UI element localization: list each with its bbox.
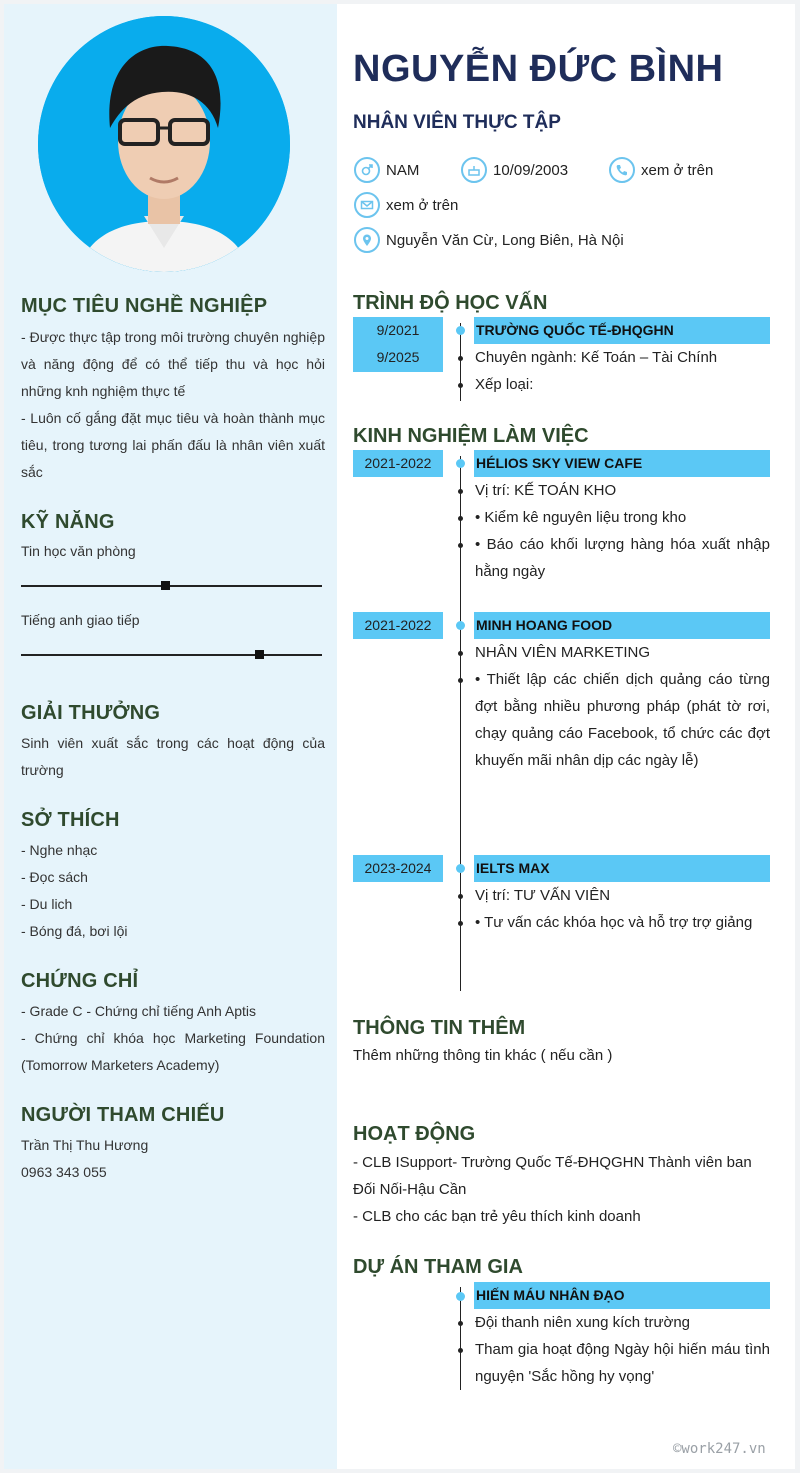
email-value: xem ở trên xyxy=(386,196,459,214)
hobby-item: - Du lich xyxy=(21,896,73,912)
job-period: 2021-2022 xyxy=(353,612,443,639)
job-company: HÉLIOS SKY VIEW CAFE xyxy=(474,450,770,477)
map-pin-icon xyxy=(354,227,380,253)
skill-name: Tiếng anh giao tiếp xyxy=(21,612,140,628)
contact-address xyxy=(354,227,624,253)
contact-phone xyxy=(609,157,713,183)
contact-birthday xyxy=(461,157,568,183)
job-period: 2021-2022 xyxy=(353,450,443,477)
more-info-title: THÔNG TIN THÊM xyxy=(353,1017,526,1039)
candidate-name: NGUYỄN ĐỨC BÌNH xyxy=(353,48,724,90)
job-bullet: • Tư vấn các khóa học và hỗ trợ trợ giảng xyxy=(475,914,753,931)
birthday-cake-icon xyxy=(461,157,487,183)
project-org: Đội thanh niên xung kích trường xyxy=(475,1314,691,1331)
job-title: NHÂN VIÊN THỰC TẬP xyxy=(353,112,561,133)
bullet-dot xyxy=(458,678,463,683)
gender-value: NAM xyxy=(386,161,420,179)
skill-level-bar xyxy=(21,654,322,656)
education-start: 9/2021 xyxy=(376,322,420,338)
awards-title: GIẢI THƯỞNG xyxy=(21,702,161,724)
more-info-text: Thêm những thông tin khác ( nếu cần ) xyxy=(353,1047,613,1064)
activities-title: HOẠT ĐỘNG xyxy=(353,1123,476,1145)
job-role: Vị trí: TƯ VẤN VIÊN xyxy=(475,887,611,904)
watermark: ©work247.vn xyxy=(673,1441,766,1457)
timeline-dot xyxy=(456,326,465,335)
education-dates xyxy=(353,317,443,372)
activity-item: - CLB ISupport- Trường Quốc Tế-ĐHQGHN Thành viên ban Đối Nối-Hậu Cần xyxy=(353,1154,752,1198)
bullet-dot xyxy=(458,543,463,548)
timeline-dot xyxy=(456,459,465,468)
phone-value: xem ở trên xyxy=(641,161,714,179)
experience-title: KINH NGHIỆM LÀM VIỆC xyxy=(353,425,589,447)
job-role: Vị trí: KẾ TOÁN KHO xyxy=(475,482,617,499)
projects-timeline xyxy=(460,1287,461,1390)
profile-photo xyxy=(38,16,290,272)
cv-page xyxy=(4,4,795,1469)
education-title: TRÌNH ĐỘ HỌC VẤN xyxy=(353,292,548,314)
phone-icon xyxy=(609,157,635,183)
bullet-dot xyxy=(458,383,463,388)
reference-name: Trần Thị Thu Hương xyxy=(21,1137,149,1153)
activity-item: - CLB cho các bạn trẻ yêu thích kinh doanh xyxy=(353,1208,641,1225)
hobby-item: - Đọc sách xyxy=(21,869,88,885)
certificate-item: - Chứng chỉ khóa học Marketing Foundation (Tomorrow Marketers Academy) xyxy=(21,1030,325,1073)
gender-icon xyxy=(354,157,380,183)
hobbies-title: SỞ THÍCH xyxy=(21,809,120,831)
experience-timeline xyxy=(460,456,461,991)
address-value: Nguyễn Văn Cừ, Long Biên, Hà Nội xyxy=(386,231,624,249)
skill-level-marker xyxy=(255,650,264,659)
reference-phone: 0963 343 055 xyxy=(21,1164,107,1180)
reference-title: NGƯỜI THAM CHIẾU xyxy=(21,1104,225,1126)
bullet-dot xyxy=(458,894,463,899)
bullet-dot xyxy=(458,651,463,656)
skill-level-marker xyxy=(161,581,170,590)
timeline-dot xyxy=(456,621,465,630)
education-rank: Xếp loại: xyxy=(475,376,534,393)
objective-paragraph-1: - Được thực tập trong môi trường chuyên nghiệp và năng động để có thể tiếp thu và học hỏi những knh nghiệm thực tế xyxy=(21,329,325,399)
objective-paragraph-2: - Luôn cố gắng đặt mục tiêu và hoàn thành mục tiêu, trong tương lai phấn đấu là nhân viên xuất sắc xyxy=(21,410,325,480)
job-role: NHÂN VIÊN MARKETING xyxy=(475,644,651,661)
education-end: 9/2025 xyxy=(376,349,420,365)
job-company: MINH HOANG FOOD xyxy=(474,612,770,639)
skill-level-bar xyxy=(21,585,322,587)
sidebar xyxy=(4,4,337,1469)
job-period: 2023-2024 xyxy=(353,855,443,882)
bullet-dot xyxy=(458,489,463,494)
email-icon xyxy=(354,192,380,218)
bullet-dot xyxy=(458,921,463,926)
education-school: TRƯỜNG QUỐC TẾ-ĐHQGHN xyxy=(474,317,770,344)
contact-gender xyxy=(354,157,419,183)
bullet-dot xyxy=(458,516,463,521)
bullet-dot xyxy=(458,1321,463,1326)
skills-title: KỸ NĂNG xyxy=(21,511,115,533)
bullet-dot xyxy=(458,1348,463,1353)
project-name: HIẾN MÁU NHÂN ĐẠO xyxy=(474,1282,770,1309)
hobby-item: - Nghe nhạc xyxy=(21,842,98,858)
birthday-value: 10/09/2003 xyxy=(493,161,569,179)
job-bullet: • Báo cáo khối lượng hàng hóa xuất nhập hằng ngày xyxy=(475,536,770,580)
project-desc: Tham gia hoạt động Ngày hội hiến máu tình nguyện 'Sắc hồng hy vọng' xyxy=(475,1341,770,1385)
awards-text: Sinh viên xuất sắc trong các hoạt động của trường xyxy=(21,735,325,778)
contact-email xyxy=(354,192,458,218)
objective-title: MỤC TIÊU NGHỀ NGHIỆP xyxy=(21,295,268,317)
person-portrait-icon xyxy=(38,16,290,272)
skill-name: Tin học văn phòng xyxy=(21,543,136,559)
certificates-title: CHỨNG CHỈ xyxy=(21,970,139,992)
timeline-dot xyxy=(456,1292,465,1301)
education-major: Chuyên ngành: Kế Toán – Tài Chính xyxy=(475,349,718,366)
job-company: IELTS MAX xyxy=(474,855,770,882)
projects-title: DỰ ÁN THAM GIA xyxy=(353,1256,523,1278)
certificate-item: - Grade C - Chứng chỉ tiếng Anh Aptis xyxy=(21,1003,257,1019)
timeline-dot xyxy=(456,864,465,873)
job-bullet: • Thiết lập các chiến dịch quảng cáo từng đợt bằng nhiều phương pháp (phát tờ rơi, chạy quảng cáo Facebook, tổ chức các đợt khuyến mãi nhân dịp các ngày lễ) xyxy=(475,671,770,769)
bullet-dot xyxy=(458,356,463,361)
job-bullet: • Kiểm kê nguyên liệu trong kho xyxy=(475,509,687,526)
hobby-item: - Bóng đá, bơi lội xyxy=(21,923,128,939)
